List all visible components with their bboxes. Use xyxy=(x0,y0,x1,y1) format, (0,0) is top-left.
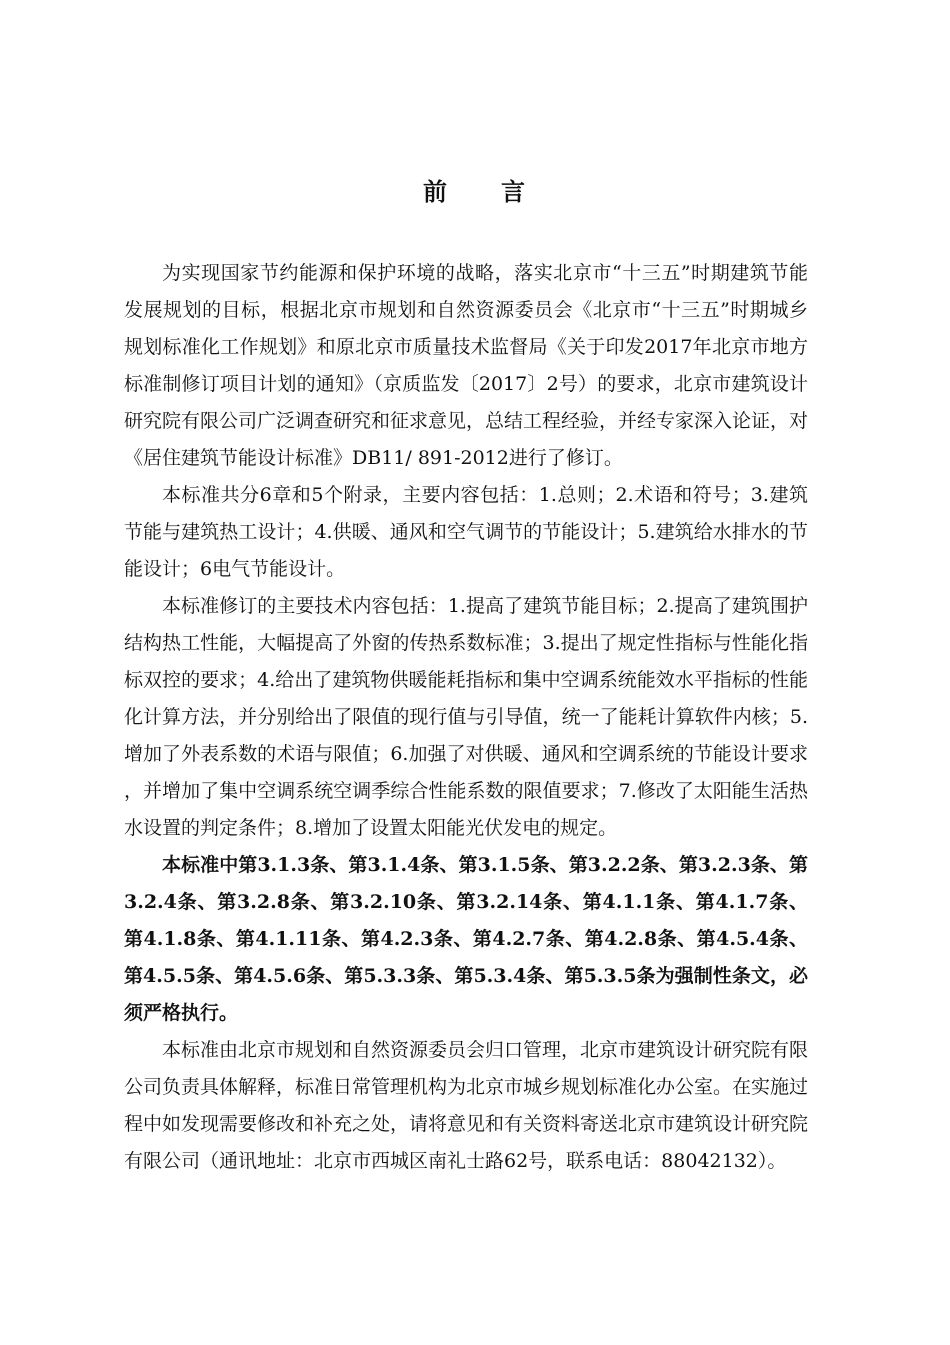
paragraph-administration: 本标准由北京市规划和自然资源委员会归口管理，北京市建筑设计研究院有限公司负责具体解释，标准日常管理机构为北京市城乡规划标准化办公室。在实施过程中如发现需要修改和补充之处，请将意见和有关资料寄送北京市建筑设计研究院有限公司（通讯地址：北京市西城区南礼士路62号，联系电话：88042132）。 xyxy=(124,1039,809,1172)
paragraph-purpose: 为实现国家节约能源和保护环境的战略，落实北京市“十三五”时期建筑节能发展规划的目标，根据北京市规划和自然资源委员会《北京市“十三五”时期城乡规划标准化工作规划》和原北京市质量技术监督局《关于印发2017年北京市地方标准制修订项目计划的通知》（京质监发〔2017〕2号）的要求，北京市建筑设计研究院有限公司广泛调查研究和征求意见，总结工程经验，并经专家深入论证，对《居住建筑节能设计标准》DB11/ 891-2012进行了修订。 xyxy=(124,262,809,469)
paragraph-mandatory-clauses: 本标准中第3.1.3条、第3.1.4条、第3.1.5条、第3.2.2条、第3.2.3条、第3.2.4条、第3.2.8条、第3.2.10条、第3.2.14条、第4.1.1条、第4.1.7条、第4.1.8条、第4.1.11条、第4.2.3条、第4.2.7条、第4.2.8条、第4.5.4条、第4.5.5条、第4.5.6条、第5.3.3条、第5.3.4条、第5.3.5条为强制性条文，必须严格执行。 xyxy=(124,854,808,1024)
page-title: 前 言 xyxy=(423,177,527,206)
preface-body xyxy=(124,255,808,1180)
paragraph-structure: 本标准共分6章和5个附录，主要内容包括：1.总则；2.术语和符号；3.建筑节能与建筑热工设计；4.供暖、通风和空气调节的节能设计；5.建筑给水排水的节能设计；6电气节能设计。 xyxy=(124,484,808,580)
paragraph-revisions: 本标准修订的主要技术内容包括：1.提高了建筑节能目标；2.提高了建筑围护结构热工性能，大幅提高了外窗的传热系数标准；3.提出了规定性指标与性能化指标双控的要求；4.给出了建筑物供暖能耗指标和集中空调系统能效水平指标的性能化计算方法，并分别给出了限值的现行值与引导值，统一了能耗计算软件内核；5.增加了外表系数的术语与限值；6.加强了对供暖、通风和空调系统的节能设计要求，并增加了集中空调系统空调季综合性能系数的限值要求；7.修改了太阳能生活热水设置的判定条件；8.增加了设置太阳能光伏发电的规定。 xyxy=(124,595,808,839)
